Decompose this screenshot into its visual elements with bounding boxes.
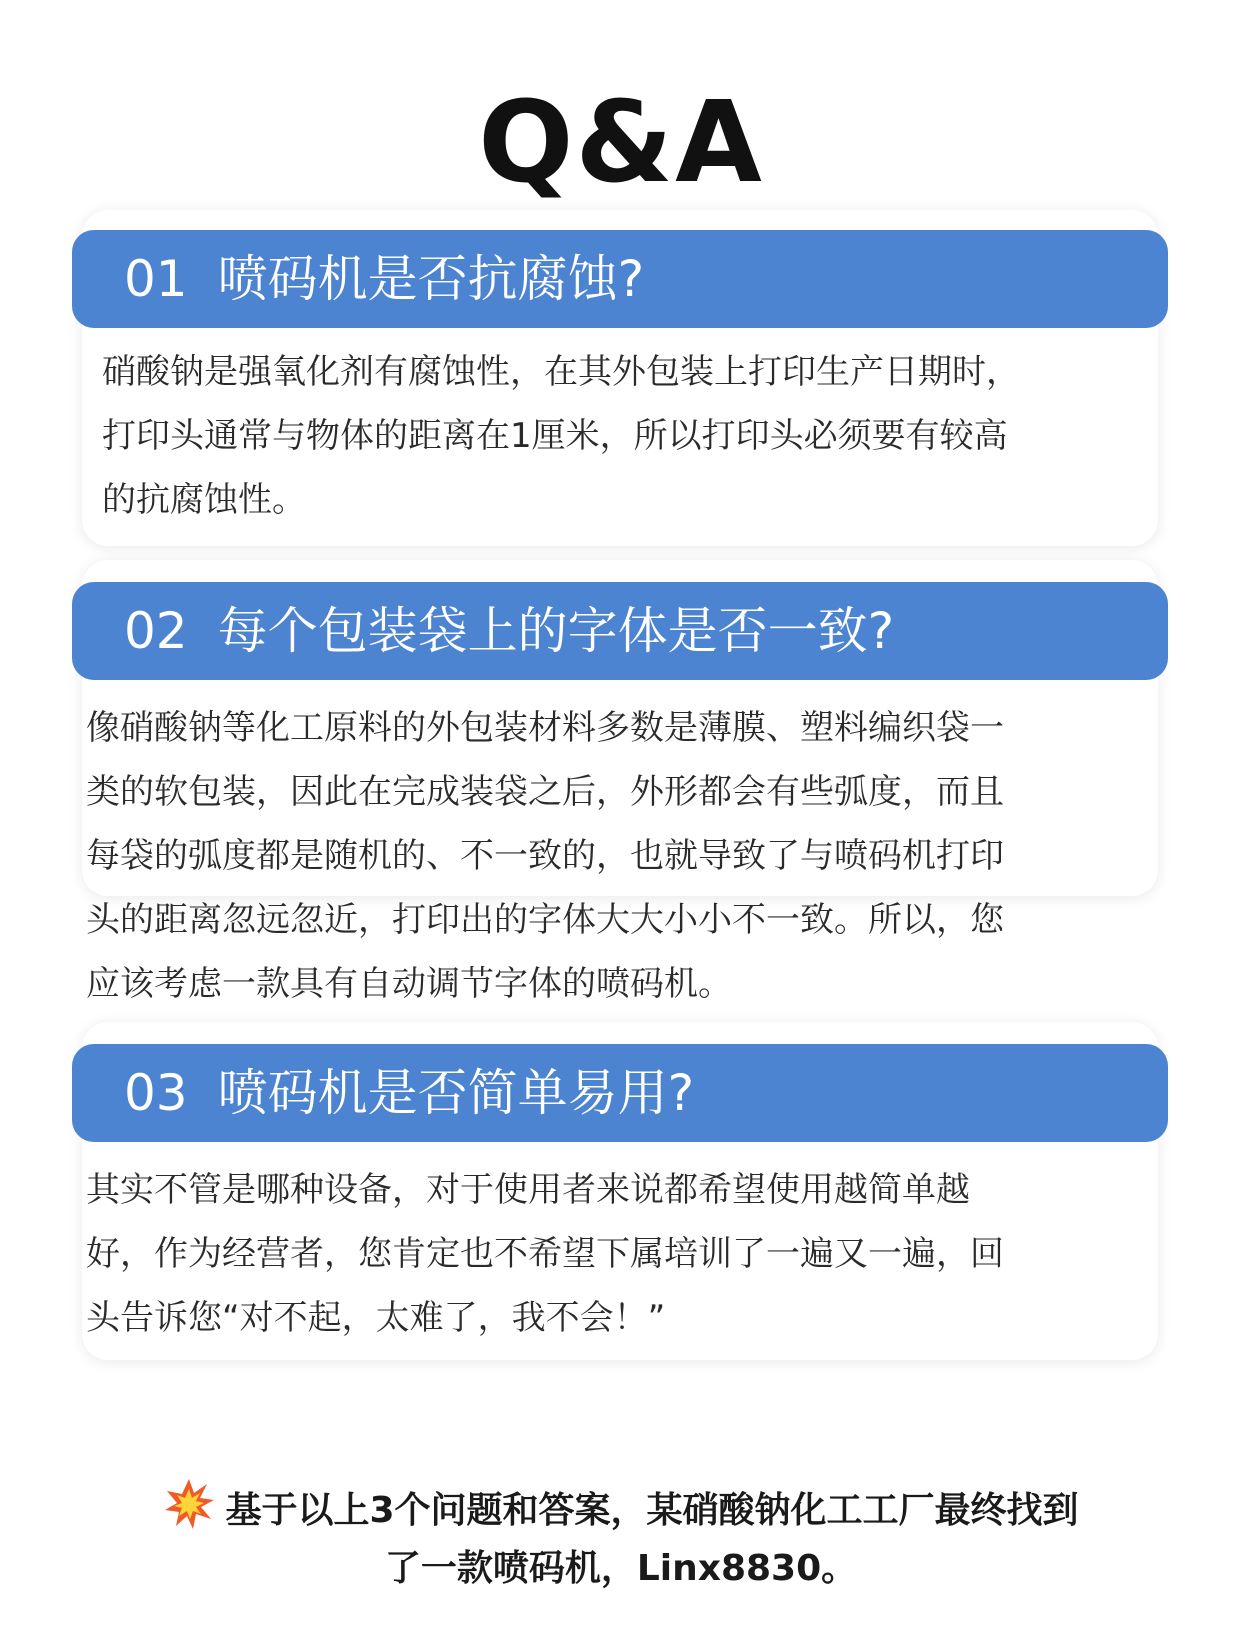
collision-icon bbox=[163, 1478, 215, 1530]
conclusion bbox=[0, 1478, 1242, 1598]
answer-text-2: 像硝酸钠等化工原料的外包装材料多数是薄膜、塑料编织袋一 类的软包装，因此在完成装袋之后，外形都会有些弧度，而且 每袋的弧度都是随机的、不一致的，也就导致了与喷码机打印 头的距离忽远忽近，打印出的字体大大小小不一致。所以，您 应该考虑一款具有自动调节字体的喷码机。 bbox=[86, 708, 1004, 1004]
question-bar-1 bbox=[72, 230, 1168, 328]
question-number: 01 bbox=[124, 250, 188, 308]
question-number: 02 bbox=[124, 602, 188, 660]
conclusion-line-2: 了一款喷码机，Linx8830。 bbox=[384, 1548, 858, 1589]
question-number: 03 bbox=[124, 1064, 188, 1122]
page-title: Q&A bbox=[478, 78, 764, 208]
conclusion-line-1 bbox=[0, 1478, 1242, 1540]
question-text: 喷码机是否简单易用? bbox=[217, 1064, 695, 1122]
conclusion-text-1: 基于以上3个问题和答案，某硝酸钠化工工厂最终找到 bbox=[225, 1490, 1079, 1531]
answer-text-3: 其实不管是哪种设备，对于使用者来说都希望使用越简单越 好，作为经营者，您肯定也不希望下属培训了一遍又一遍，回 头告诉您“对不起，太难了，我不会！” bbox=[86, 1170, 1004, 1338]
question-text: 每个包装袋上的字体是否一致? bbox=[217, 602, 895, 660]
answer-text-1: 硝酸钠是强氧化剂有腐蚀性，在其外包装上打印生产日期时， 打印头通常与物体的距离在1厘米，所以打印头必须要有较高 的抗腐蚀性。 bbox=[102, 352, 1020, 520]
question-bar-2 bbox=[72, 582, 1168, 680]
question-bar-3 bbox=[72, 1044, 1168, 1142]
question-text: 喷码机是否抗腐蚀? bbox=[217, 250, 645, 308]
